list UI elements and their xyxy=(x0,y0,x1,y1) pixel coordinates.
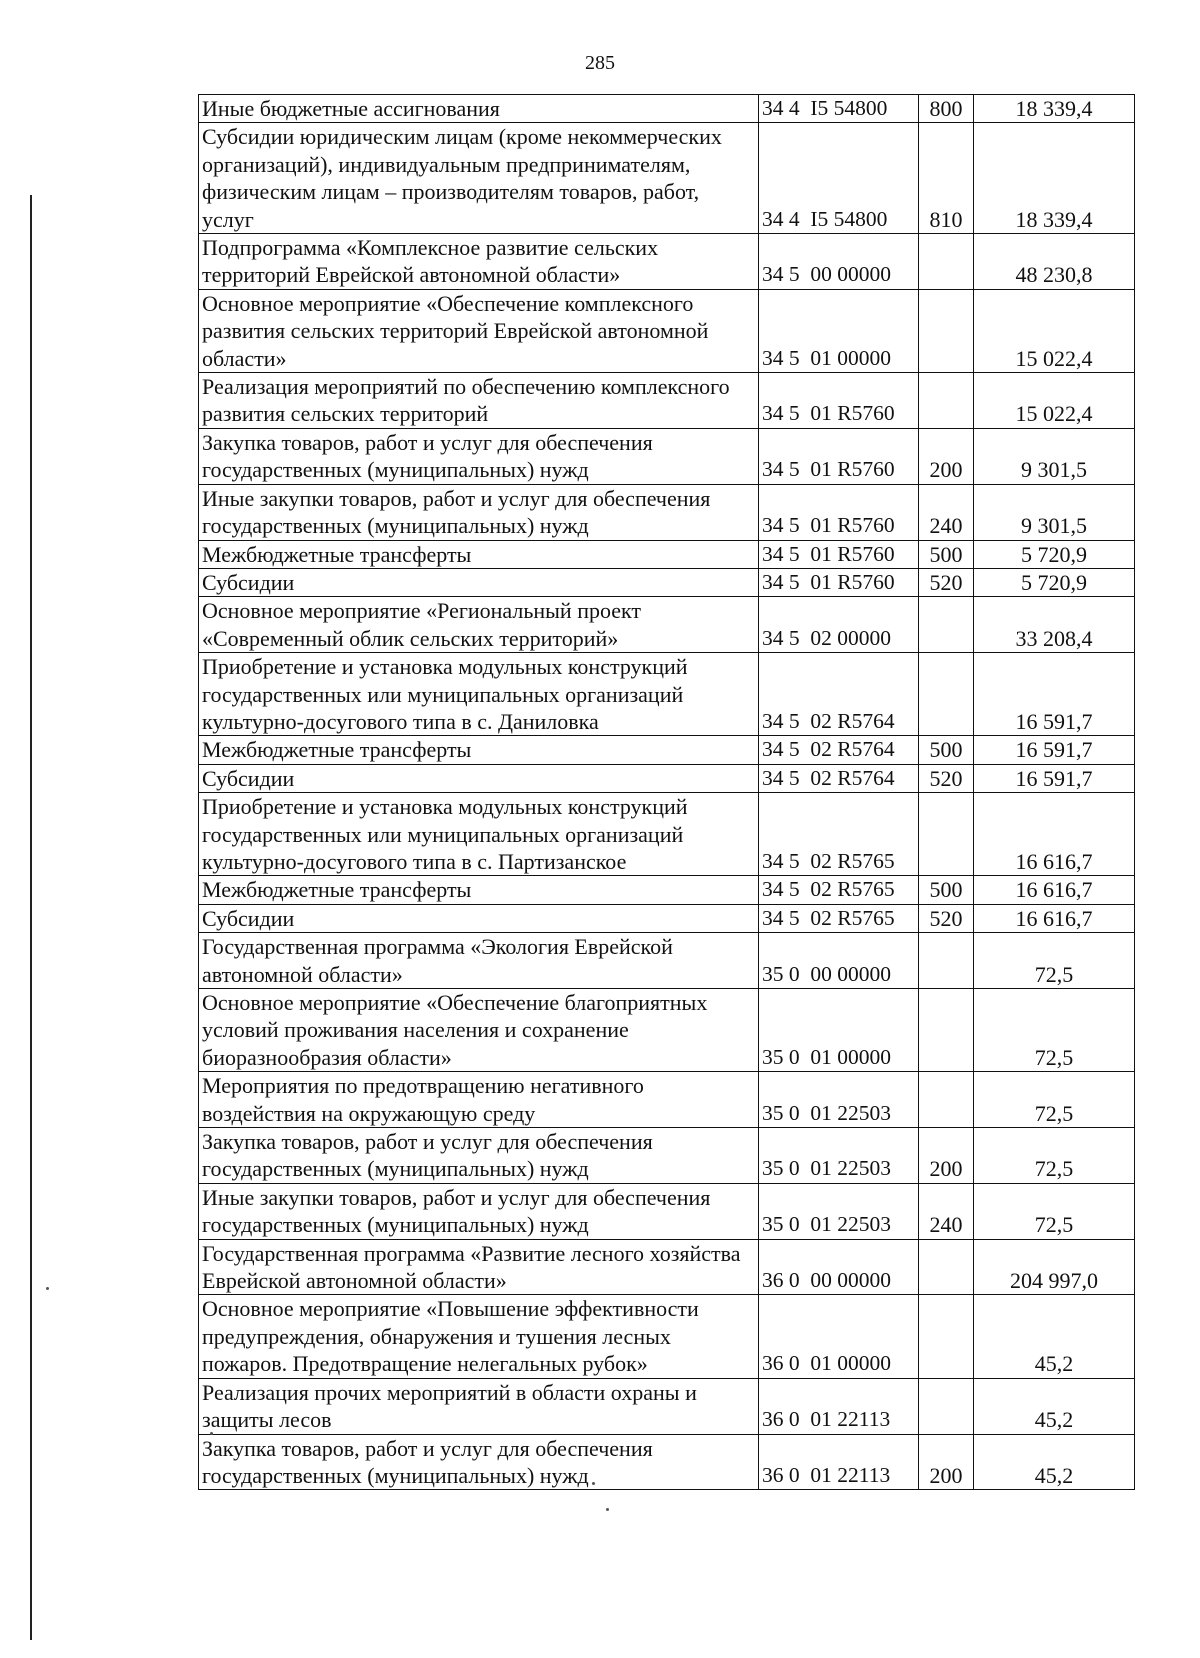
row-expense-type-cell xyxy=(919,1239,974,1295)
row-sum-cell: 72,5 xyxy=(974,1128,1135,1184)
row-name-cell: Закупка товаров, работ и услуг для обеспечения государственных (муниципальных) нужд xyxy=(199,428,759,484)
table-row xyxy=(199,1183,1135,1239)
row-name-cell: Основное мероприятие «Обеспечение благоприятных условий проживания населения и сохранение биоразнообразия области» xyxy=(199,989,759,1072)
row-sum-cell: 45,2 xyxy=(974,1378,1135,1434)
table-row xyxy=(199,568,1135,596)
row-code-cell: 36 0 00 00000 xyxy=(759,1239,919,1295)
row-code-cell: 34 5 02 R5764 xyxy=(759,736,919,764)
row-name-cell: Основное мероприятие «Повышение эффективности предупреждения, обнаружения и тушения лесных пожаров. Предотвращение нелегальных рубок» xyxy=(199,1295,759,1378)
row-code-cell: 34 5 02 00000 xyxy=(759,597,919,653)
row-name-cell: Мероприятия по предотвращению негативного воздействия на окружающую среду xyxy=(199,1072,759,1128)
table-row xyxy=(199,373,1135,429)
scan-speck xyxy=(46,1287,49,1290)
row-name-cell: Реализация прочих мероприятий в области охраны и защиты лесов xyxy=(199,1378,759,1434)
row-code-cell: 34 5 01 R5760 xyxy=(759,540,919,568)
row-sum-cell: 18 339,4 xyxy=(974,123,1135,234)
row-expense-type-cell: 500 xyxy=(919,876,974,904)
table-row xyxy=(199,904,1135,932)
row-name-cell: Иные закупки товаров, работ и услуг для обеспечения государственных (муниципальных) нужд xyxy=(199,484,759,540)
scan-edge-line xyxy=(30,195,32,1640)
table-row xyxy=(199,933,1135,989)
row-expense-type-cell: 520 xyxy=(919,904,974,932)
row-expense-type-cell: 500 xyxy=(919,540,974,568)
row-sum-cell: 9 301,5 xyxy=(974,428,1135,484)
row-name-cell: Иные закупки товаров, работ и услуг для обеспечения государственных (муниципальных) нужд xyxy=(199,1183,759,1239)
row-expense-type-cell: 240 xyxy=(919,1183,974,1239)
row-code-cell: 35 0 00 00000 xyxy=(759,933,919,989)
row-code-cell: 34 5 01 R5760 xyxy=(759,484,919,540)
row-name-cell: Государственная программа «Развитие лесного хозяйства Еврейской автономной области» xyxy=(199,1239,759,1295)
row-code-cell: 34 4 I5 54800 xyxy=(759,95,919,123)
table-row xyxy=(199,876,1135,904)
row-code-cell: 35 0 01 22503 xyxy=(759,1183,919,1239)
row-sum-cell: 72,5 xyxy=(974,989,1135,1072)
row-code-cell: 34 5 02 R5765 xyxy=(759,904,919,932)
scan-speck xyxy=(606,1508,609,1511)
row-name-cell: Межбюджетные трансферты xyxy=(199,736,759,764)
row-name-cell: Государственная программа «Экология Еврейской автономной области» xyxy=(199,933,759,989)
row-code-cell: 35 0 01 22503 xyxy=(759,1072,919,1128)
table-row xyxy=(199,540,1135,568)
row-code-cell: 35 0 01 00000 xyxy=(759,989,919,1072)
row-code-cell: 36 0 01 00000 xyxy=(759,1295,919,1378)
row-name-cell: Закупка товаров, работ и услуг для обеспечения государственных (муниципальных) нужд xyxy=(199,1128,759,1184)
row-expense-type-cell: 240 xyxy=(919,484,974,540)
row-expense-type-cell xyxy=(919,1378,974,1434)
row-code-cell: 34 5 01 00000 xyxy=(759,289,919,372)
row-sum-cell: 16 591,7 xyxy=(974,653,1135,736)
row-code-cell: 36 0 01 22113 xyxy=(759,1378,919,1434)
row-code-cell: 34 5 00 00000 xyxy=(759,234,919,290)
row-name-cell: Основное мероприятие «Региональный проект «Современный облик сельских территорий» xyxy=(199,597,759,653)
row-code-cell: 34 5 01 R5760 xyxy=(759,568,919,596)
row-name-cell: Иные бюджетные ассигнования xyxy=(199,95,759,123)
row-expense-type-cell: 500 xyxy=(919,736,974,764)
row-sum-cell: 5 720,9 xyxy=(974,568,1135,596)
table-row xyxy=(199,428,1135,484)
row-code-cell: 34 5 02 R5764 xyxy=(759,653,919,736)
row-sum-cell: 45,2 xyxy=(974,1434,1135,1490)
row-expense-type-cell xyxy=(919,597,974,653)
row-name-cell: Субсидии xyxy=(199,904,759,932)
row-sum-cell: 72,5 xyxy=(974,1183,1135,1239)
row-expense-type-cell xyxy=(919,1295,974,1378)
row-sum-cell: 9 301,5 xyxy=(974,484,1135,540)
row-name-cell: Субсидии xyxy=(199,764,759,792)
table-row xyxy=(199,95,1135,123)
row-expense-type-cell xyxy=(919,373,974,429)
table-row xyxy=(199,597,1135,653)
row-sum-cell: 48 230,8 xyxy=(974,234,1135,290)
row-sum-cell: 204 997,0 xyxy=(974,1239,1135,1295)
row-expense-type-cell xyxy=(919,289,974,372)
row-expense-type-cell xyxy=(919,989,974,1072)
row-name-cell: Приобретение и установка модульных конструкций государственных или муниципальных организаций культурно-досугового типа в с. Даниловка xyxy=(199,653,759,736)
row-expense-type-cell xyxy=(919,653,974,736)
row-code-cell: 36 0 01 22113 xyxy=(759,1434,919,1490)
row-expense-type-cell: 200 xyxy=(919,1128,974,1184)
table-row xyxy=(199,1239,1135,1295)
row-expense-type-cell xyxy=(919,933,974,989)
row-sum-cell: 72,5 xyxy=(974,1072,1135,1128)
row-code-cell: 35 0 01 22503 xyxy=(759,1128,919,1184)
row-code-cell: 34 4 I5 54800 xyxy=(759,123,919,234)
table-row xyxy=(199,1434,1135,1490)
row-sum-cell: 16 591,7 xyxy=(974,764,1135,792)
table-row xyxy=(199,989,1135,1072)
table-row xyxy=(199,1128,1135,1184)
row-name-cell: Субсидии xyxy=(199,568,759,596)
row-sum-cell: 16 616,7 xyxy=(974,793,1135,876)
row-code-cell: 34 5 02 R5765 xyxy=(759,876,919,904)
table-row xyxy=(199,793,1135,876)
row-sum-cell: 72,5 xyxy=(974,933,1135,989)
row-name-cell: Реализация мероприятий по обеспечению комплексного развития сельских территорий xyxy=(199,373,759,429)
row-sum-cell: 33 208,4 xyxy=(974,597,1135,653)
scan-speck xyxy=(210,1432,213,1435)
row-name-cell: Субсидии юридическим лицам (кроме некоммерческих организаций), индивидуальным предпринимателям, физическим лицам – производителям товаров, работ, услуг xyxy=(199,123,759,234)
row-name-cell: Основное мероприятие «Обеспечение комплексного развития сельских территорий Еврейской автономной области» xyxy=(199,289,759,372)
budget-table xyxy=(198,94,1135,1490)
row-code-cell: 34 5 01 R5760 xyxy=(759,428,919,484)
table-row xyxy=(199,289,1135,372)
row-sum-cell: 18 339,4 xyxy=(974,95,1135,123)
row-code-cell: 34 5 02 R5764 xyxy=(759,764,919,792)
row-expense-type-cell: 800 xyxy=(919,95,974,123)
table-row xyxy=(199,234,1135,290)
scan-speck xyxy=(592,1482,595,1485)
row-expense-type-cell: 200 xyxy=(919,428,974,484)
row-expense-type-cell: 520 xyxy=(919,764,974,792)
row-expense-type-cell xyxy=(919,1072,974,1128)
row-sum-cell: 16 616,7 xyxy=(974,876,1135,904)
row-expense-type-cell xyxy=(919,234,974,290)
row-code-cell: 34 5 02 R5765 xyxy=(759,793,919,876)
row-name-cell: Закупка товаров, работ и услуг для обеспечения государственных (муниципальных) нужд xyxy=(199,1434,759,1490)
row-name-cell: Подпрограмма «Комплексное развитие сельских территорий Еврейской автономной области» xyxy=(199,234,759,290)
row-expense-type-cell: 200 xyxy=(919,1434,974,1490)
row-expense-type-cell: 810 xyxy=(919,123,974,234)
row-sum-cell: 5 720,9 xyxy=(974,540,1135,568)
row-expense-type-cell xyxy=(919,793,974,876)
row-sum-cell: 16 616,7 xyxy=(974,904,1135,932)
row-name-cell: Приобретение и установка модульных конструкций государственных или муниципальных организаций культурно-досугового типа в с. Партизанское xyxy=(199,793,759,876)
row-sum-cell: 15 022,4 xyxy=(974,289,1135,372)
table-row xyxy=(199,764,1135,792)
table-row xyxy=(199,1378,1135,1434)
row-expense-type-cell: 520 xyxy=(919,568,974,596)
table-row xyxy=(199,653,1135,736)
row-code-cell: 34 5 01 R5760 xyxy=(759,373,919,429)
table-row xyxy=(199,123,1135,234)
budget-table-body xyxy=(199,95,1135,1490)
table-row xyxy=(199,1072,1135,1128)
row-name-cell: Межбюджетные трансферты xyxy=(199,876,759,904)
row-sum-cell: 15 022,4 xyxy=(974,373,1135,429)
page-number: 285 xyxy=(585,52,615,74)
table-row xyxy=(199,1295,1135,1378)
row-name-cell: Межбюджетные трансферты xyxy=(199,540,759,568)
row-sum-cell: 45,2 xyxy=(974,1295,1135,1378)
table-row xyxy=(199,484,1135,540)
row-sum-cell: 16 591,7 xyxy=(974,736,1135,764)
table-row xyxy=(199,736,1135,764)
